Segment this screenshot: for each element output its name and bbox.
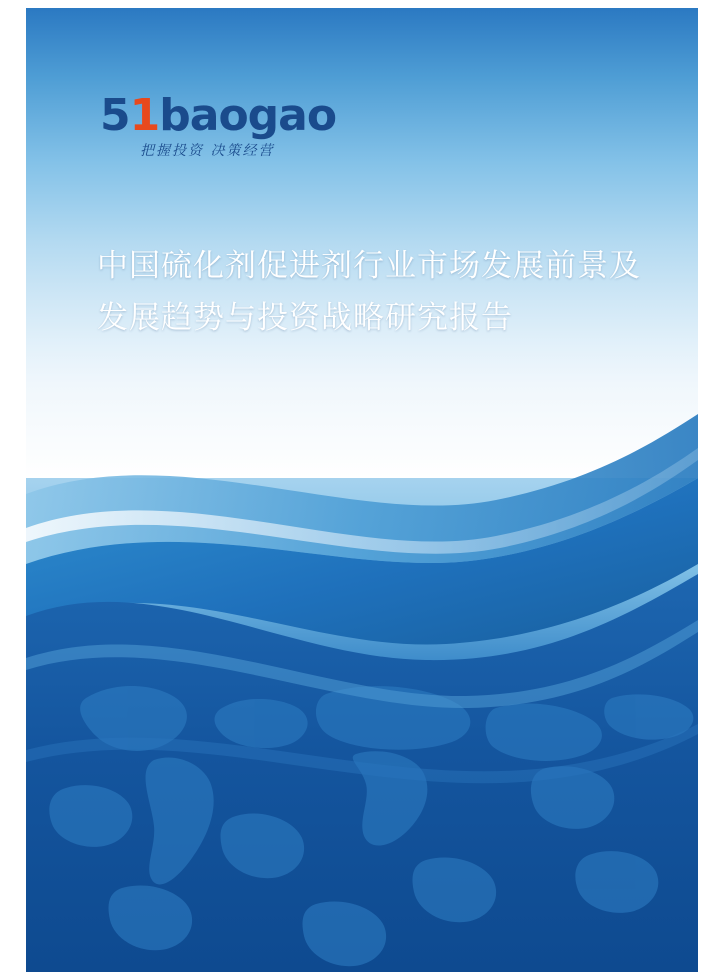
logo-digit-1: 1 <box>129 90 160 141</box>
cover-artwork <box>26 8 698 972</box>
brand-logo <box>100 90 400 176</box>
logo-digit-5: 5 <box>100 90 130 141</box>
logo-slogan: 把握投资 决策经营 <box>140 143 275 159</box>
logo-name-text: baogao <box>159 90 337 141</box>
logo-wordmark <box>100 90 336 141</box>
report-title: 中国硫化剂促进剂行业市场发展前景及发展趋势与投资战略研究报告 <box>97 248 641 336</box>
